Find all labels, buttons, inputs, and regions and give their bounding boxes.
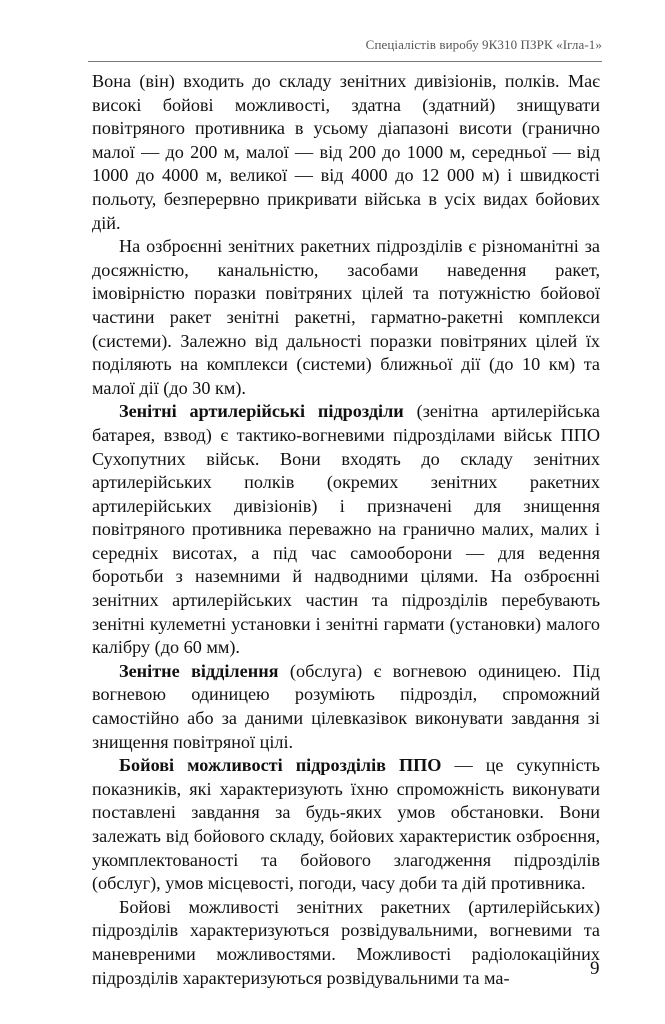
- body-text: [92, 70, 600, 990]
- page-number: 9: [590, 958, 600, 979]
- paragraph-3-text: (зенітна артилерійська батарея, взвод) є тактико-вогневими підрозділами військ ППО Сухопутних військ. Вони входять до складу зенітних артилерійських полків (окремих зенітних ракетних артилерійських дивізіонів) і призначені для знищення повітряного противника переважно на гранично малих, малих і середніх висотах, а під час самооборони — для ведення боротьби з наземними й надводними цілями. На озброєнні зенітних артилерійських частин та підрозділів перебувають зенітні кулеметні установки і зенітні гармати (установки) малого калібру (до 60 мм).: [92, 401, 600, 658]
- paragraph-6-text: Бойові можливості зенітних ракетних (артилерійських) підрозділів характеризуються розвідувальними, вогневими та маневреними можливостями. Можливості радіолокаційних підрозділів характеризуються розвідувальними та ма-: [92, 896, 600, 988]
- paragraph-4: [92, 660, 600, 754]
- paragraph-3: [92, 400, 600, 660]
- paragraph-5-text: — це сукупність показників, які характеризують їхню спроможність виконувати поставлені завдання за будь-яких умов обстановки. Вони залежать від бойового складу, бойових характеристик озброєння, укомплектованості та бойового злагодження підрозділів (обслуг), умов місцевості, погоди, часу доби та дій противника.: [92, 755, 600, 894]
- paragraph-5: [92, 754, 600, 896]
- paragraph-6: [92, 896, 600, 990]
- paragraph-4-text: (обслуга) є вогневою одиницею. Під вогневою одиницею розуміють підрозділ, спроможний самостійно або за даними цілевказівок виконувати завдання зі знищення повітряної цілі.: [92, 660, 600, 752]
- term-combat-capabilities: Бойові можливості підрозділів ППО: [119, 755, 442, 776]
- paragraph-1-text: Вона (він) входить до складу зенітних дивізіонів, полків. Має високі бойові можливості, здатна (здатний) знищувати повітряного противника в усьому діапазоні висоти (гранично малої — до 200 м, малої — від 200 до 1000 м, середньої — від 1000 до 4000 м, великої — від 4000 до 12 000 м) і швидкості польоту, безперервно прикривати війська в усіх видах бойових дій.: [92, 71, 600, 233]
- term-anti-aircraft-squad: Зенітне відділення: [119, 660, 279, 681]
- running-header: Спеціалістів виробу 9К310 ПЗРК «Ігла-1»: [88, 37, 602, 62]
- paragraph-2: [92, 235, 600, 400]
- paragraph-1: [92, 70, 600, 235]
- paragraph-2-text: На озброєнні зенітних ракетних підрозділів є різноманітні за досяжністю, канальністю, засобами наведення ракет, імовірністю поразки повітряних цілей та потужністю бойової частини ракет зенітні ракетні, гарматно-ракетні комплекси (системи). Залежно від дальності поразки повітряних цілей їх поділяють на комплекси (системи) ближньої дії (до 10 км) та малої дії (до 30 км).: [92, 236, 600, 398]
- term-anti-aircraft-artillery-units: Зенітні артилерійські підрозділи: [119, 401, 404, 422]
